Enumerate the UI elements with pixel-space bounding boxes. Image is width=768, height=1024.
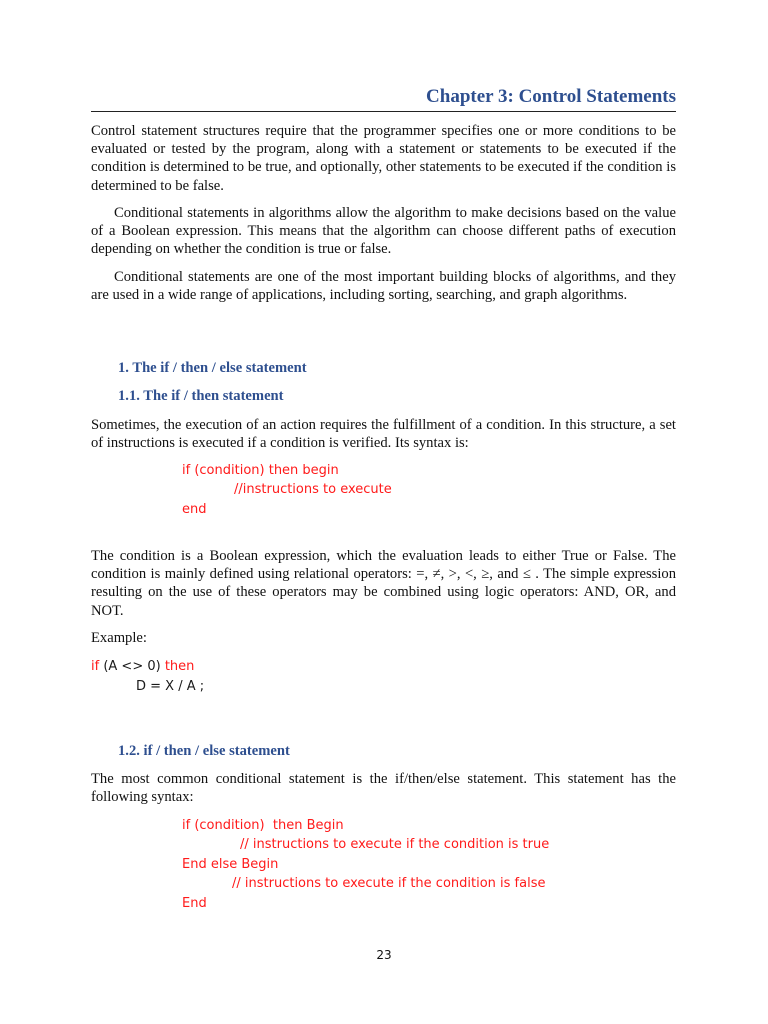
example-line-if [91, 658, 194, 675]
example-then-keyword: then [164, 659, 195, 674]
code2-end: End [182, 896, 207, 911]
code2-if-keyword: if [182, 818, 191, 833]
code2-condition: (condition) [190, 818, 273, 833]
title-rule [91, 111, 676, 112]
code-line-if-then [182, 462, 339, 479]
heading-if-then-else: 1. The if / then / else statement [118, 360, 307, 376]
code-end: end [182, 502, 207, 517]
paragraph-example-label: Example: [91, 630, 147, 646]
paragraph-fulfillment: Sometimes, the execution of an action requires the fulfillment of a condition. In this structure, a set of instructions is executed if a condition is verified. Its syntax is: [91, 417, 676, 452]
chapter-title: Chapter 3: Control Statements [426, 86, 676, 107]
code2-line-if-then [182, 817, 344, 834]
paragraph-condition-boolean: The condition is a Boolean expression, which the evaluation leads to either True or False. The condition is mainly defined using relational operators: =, ≠, >, <, ≥, and ≤ . The simple expression resulting on the use of these operators may be combined using logic operators: AND, OR, and NOT. [91, 548, 676, 619]
heading-if-then-else-statement: 1.2. if / then / else statement [118, 743, 290, 759]
page-number: 23 [376, 948, 392, 962]
code2-comment-true: // instructions to execute if the condition is true [240, 837, 550, 852]
code2-then-begin: then Begin [272, 818, 344, 833]
paragraph-most-common: The most common conditional statement is the if/then/else statement. This statement has the following syntax: [91, 771, 676, 806]
paragraph-building-blocks: Conditional statements are one of the most important building blocks of algorithms, and they are used in a wide range of applications, including sorting, searching, and graph algorithms. [91, 269, 676, 304]
code2-end-else-begin: End else Begin [182, 857, 279, 872]
code2-comment-false: // instructions to execute if the condition is false [232, 876, 546, 891]
example-condition: (A <> 0) [99, 659, 165, 674]
example-if-keyword: if [91, 659, 100, 674]
code-comment: //instructions to execute [234, 482, 392, 497]
code-then-begin: then begin [268, 463, 339, 478]
paragraph-intro: Control statement structures require that the programmer specifies one or more conditions to be evaluated or tested by the program, along with a statement or statements to be executed if the condition is determined to be true, and optionally, other statements to be executed if the condition is determined to be false. [91, 123, 676, 194]
heading-if-then: 1.1. The if / then statement [118, 388, 284, 404]
paragraph-conditional-boolean: Conditional statements in algorithms allow the algorithm to make decisions based on the value of a Boolean expression. This means that the algorithm can choose different paths of execution depending on whether the condition is true or false. [91, 205, 676, 258]
code-if-keyword: if [182, 463, 191, 478]
example-body: D = X / A ; [136, 679, 205, 694]
code-condition: (condition) [190, 463, 269, 478]
